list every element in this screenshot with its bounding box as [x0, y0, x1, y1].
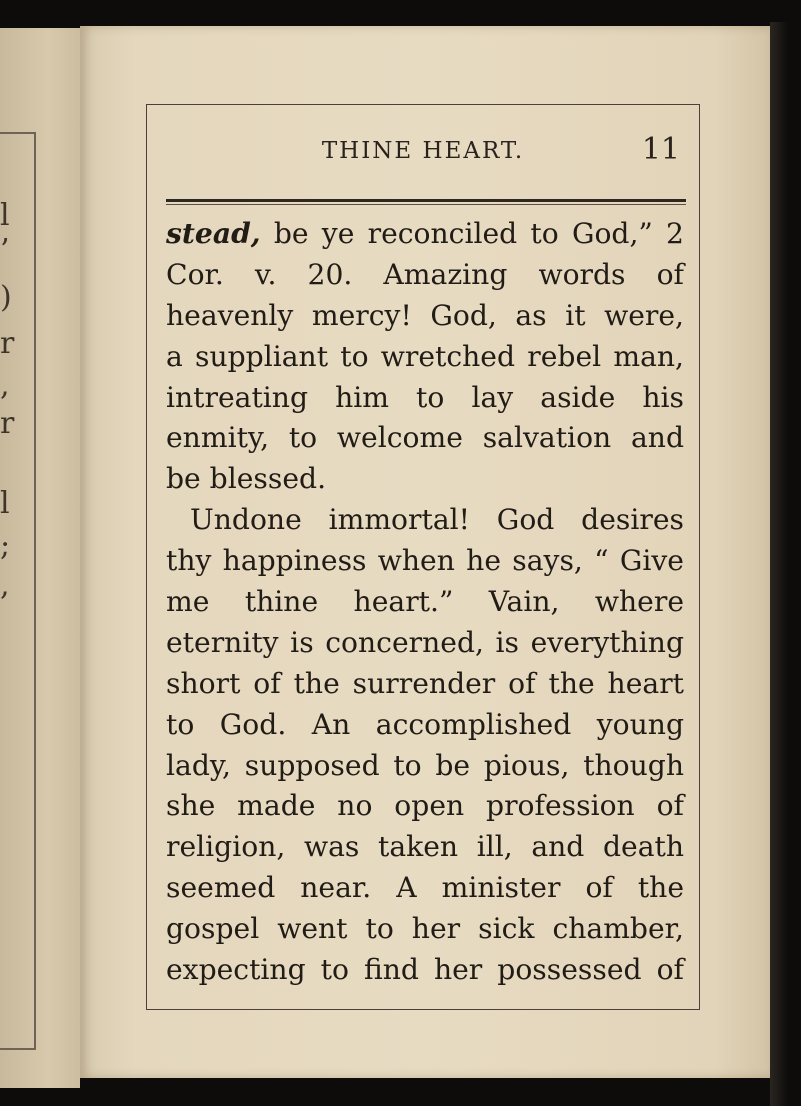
previous-page-fragment: ,	[0, 368, 10, 403]
text-line: me thine heart.” Vain, where	[166, 585, 684, 619]
text-line: thy happiness when he says, “ Give	[166, 544, 684, 578]
text-line: eternity is concerned, is everything	[166, 625, 684, 659]
page-number: 11	[641, 132, 680, 167]
text-line: to God. An accomplished young	[166, 707, 684, 741]
italic-word: stead,	[166, 217, 261, 250]
previous-page-fragment: r	[0, 326, 15, 361]
previous-page-fragment: ;	[0, 528, 11, 563]
book-page	[80, 26, 770, 1078]
previous-page-fragment: )	[0, 280, 12, 315]
text-line: short of the surrender of the heart	[166, 666, 684, 700]
scan-right-edge	[770, 22, 801, 1106]
text-line: intreating him to lay aside his	[166, 380, 684, 414]
text-line: lady, supposed to be pious, though	[166, 748, 684, 782]
previous-page-fragment: l	[0, 198, 10, 233]
text-line: stead, be ye reconciled to God,” 2	[166, 217, 684, 250]
header-rule-thin	[166, 204, 686, 205]
text-line: she made no open profession of	[166, 789, 684, 823]
text-line: gospel went to her sick chamber,	[166, 912, 684, 946]
body-text	[166, 214, 684, 991]
running-title: THINE HEART.	[321, 138, 525, 164]
previous-page-fragment: l	[0, 486, 10, 521]
header-rule	[166, 199, 686, 202]
previous-page-fragment: ’	[0, 233, 10, 268]
text-line: be blessed.	[166, 462, 327, 496]
text-line: religion, was taken ill, and death	[166, 830, 684, 864]
previous-page-fragment: ,	[0, 568, 10, 603]
text-line: seemed near. A minister of the	[166, 871, 684, 905]
text-line: Cor. v. 20. Amazing words of	[166, 257, 684, 291]
running-header	[166, 132, 680, 172]
text-line: Undone immortal! God desires	[190, 503, 684, 537]
text-line: expecting to find her possessed of	[166, 953, 684, 987]
text-line: enmity, to welcome salvation and	[166, 421, 684, 455]
previous-page-edge	[0, 28, 80, 1088]
previous-page-fragment: r	[0, 406, 15, 441]
text-line: heavenly mercy! God, as it were,	[166, 298, 684, 332]
text-line: a suppliant to wretched rebel man,	[166, 339, 684, 373]
